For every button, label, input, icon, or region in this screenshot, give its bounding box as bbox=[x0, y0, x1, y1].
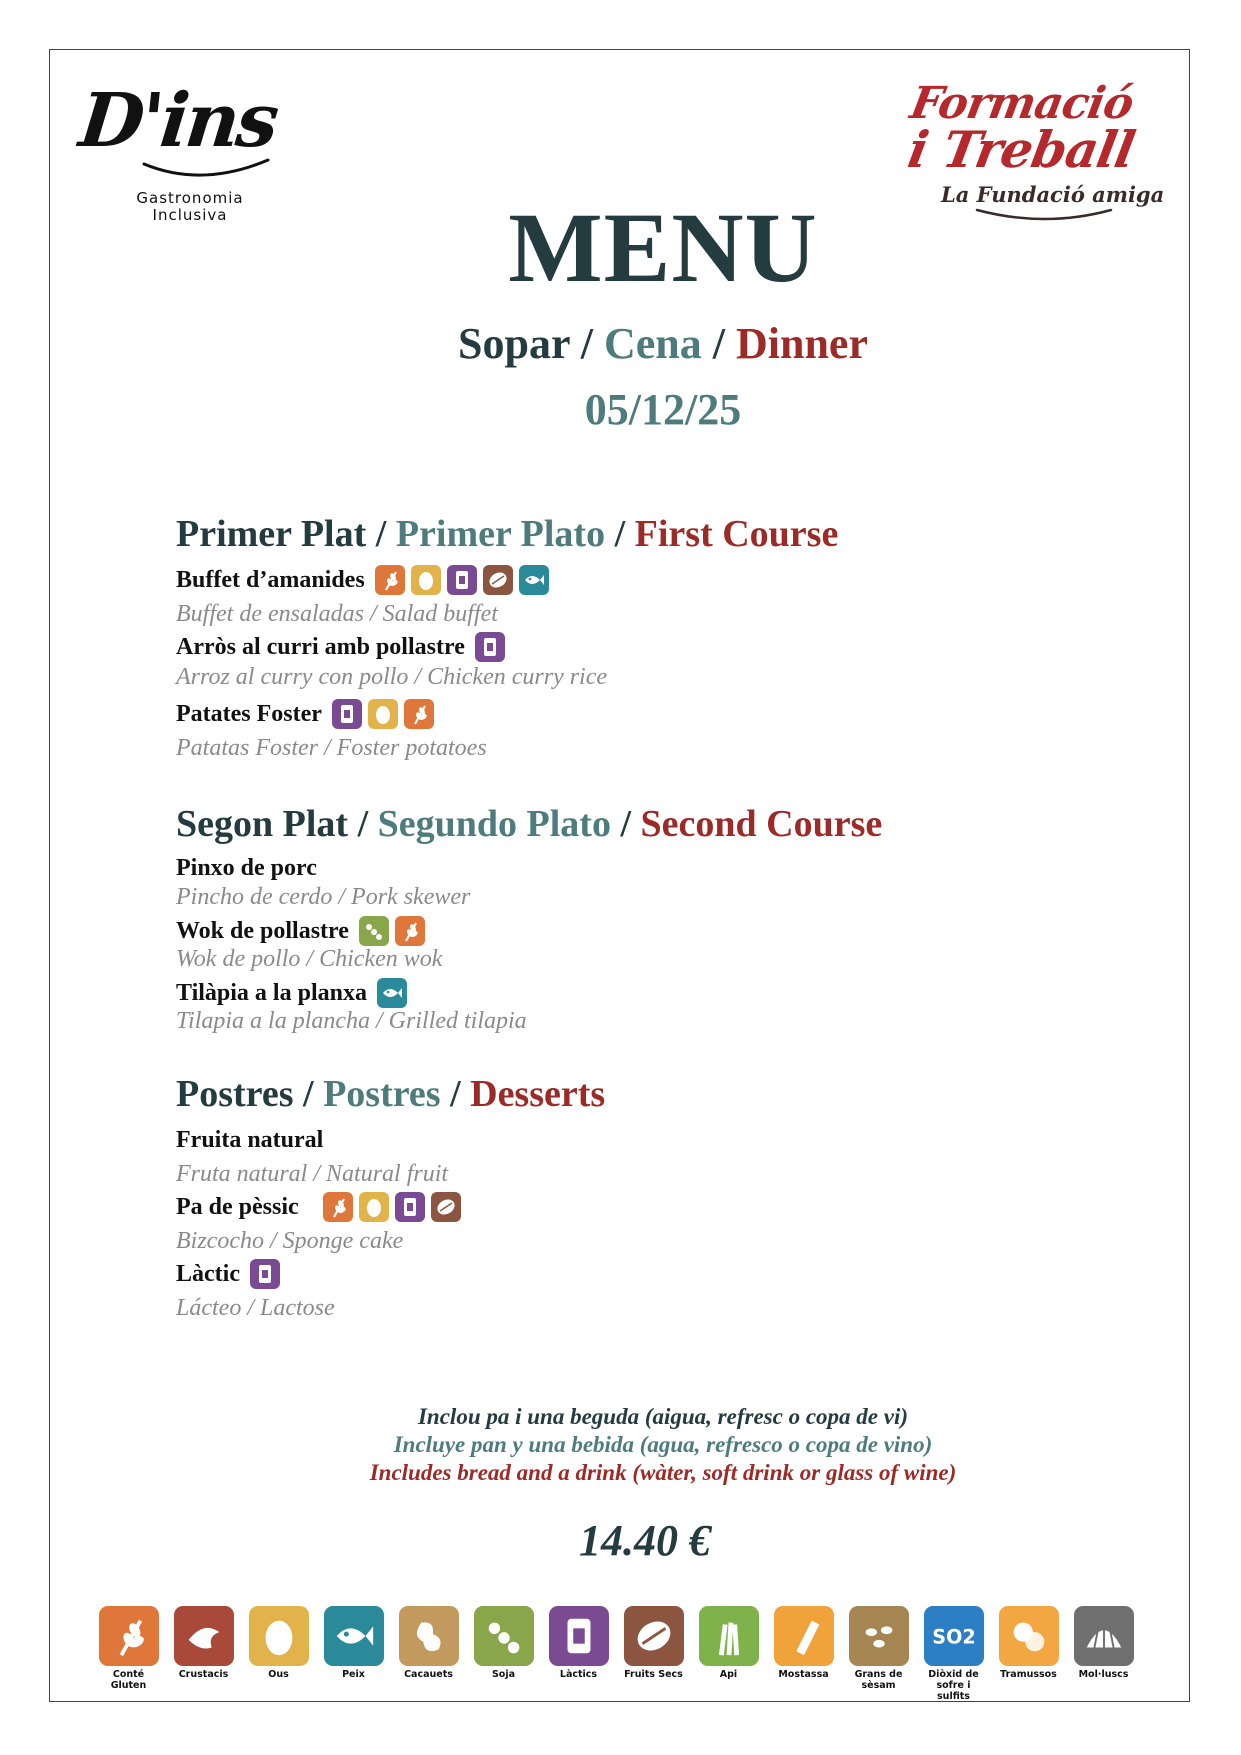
dish-name: Wok de pollastre bbox=[176, 917, 349, 944]
menu-price: 14.40 € bbox=[579, 1516, 711, 1565]
legend-label: Làctics bbox=[559, 1669, 598, 1680]
meal-subtitle bbox=[0, 318, 1241, 369]
allergen-icons bbox=[332, 699, 434, 729]
meal-es: Cena bbox=[603, 319, 702, 368]
dish-translation: Bizcocho / Sponge cake bbox=[176, 1228, 404, 1254]
dish-2-0 bbox=[176, 1127, 333, 1154]
dins-tagline: Gastronomia Inclusiva bbox=[136, 189, 244, 224]
svg-text:SO2: SO2 bbox=[931, 1625, 976, 1649]
fish-icon bbox=[377, 978, 407, 1008]
dish-name: Buffet d’amanides bbox=[176, 566, 365, 593]
section-es: Primer Plato bbox=[395, 513, 606, 555]
fish-icon bbox=[324, 1606, 384, 1666]
dish-translation: Fruta natural / Natural fruit bbox=[176, 1161, 449, 1187]
includes-note-es: Incluye pan y una bebida (agua, refresco o copa de vino) bbox=[393, 1432, 933, 1457]
eggs-icon bbox=[411, 565, 441, 595]
gluten-icon bbox=[99, 1606, 159, 1666]
dish-name: Làctic bbox=[176, 1260, 240, 1287]
dairy-icon bbox=[250, 1259, 280, 1289]
dairy-icon bbox=[549, 1606, 609, 1666]
dish-translation: Lácteo / Lactose bbox=[176, 1295, 335, 1321]
allergen-legend bbox=[98, 1606, 1134, 1702]
legend-item-nuts bbox=[623, 1606, 684, 1702]
section-en: Desserts bbox=[470, 1073, 606, 1115]
gluten-icon bbox=[404, 699, 434, 729]
dairy-icon bbox=[475, 632, 505, 662]
allergen-icons bbox=[475, 632, 505, 662]
nuts-icon bbox=[624, 1606, 684, 1666]
dins-swoosh-icon bbox=[142, 156, 272, 186]
celery-icon bbox=[699, 1606, 759, 1666]
dins-logo-wordmark: D'ins bbox=[75, 78, 280, 164]
includes-note-ca: Inclou pa i una beguda (aigua, refresc o copa de vi) bbox=[417, 1404, 908, 1429]
dish-name: Arròs al curri amb pollastre bbox=[176, 633, 465, 660]
molluscs-icon bbox=[1074, 1606, 1134, 1666]
legend-item-celery bbox=[698, 1606, 759, 1702]
gluten-icon bbox=[395, 916, 425, 946]
separator: / bbox=[712, 319, 725, 368]
allergen-icons bbox=[359, 916, 425, 946]
eggs-icon bbox=[249, 1606, 309, 1666]
legend-label: Crustacis bbox=[178, 1669, 229, 1680]
sulphites-icon bbox=[924, 1606, 984, 1666]
dish-name: Fruita natural bbox=[176, 1127, 324, 1153]
legend-item-gluten bbox=[98, 1606, 159, 1702]
eggs-icon bbox=[359, 1192, 389, 1222]
legend-item-crustaceans bbox=[173, 1606, 234, 1702]
sesame-icon bbox=[849, 1606, 909, 1666]
dish-1-0 bbox=[176, 855, 327, 882]
section-ca: Segon Plat bbox=[176, 803, 349, 845]
gluten-icon bbox=[375, 565, 405, 595]
dish-name: Pinxo de porc bbox=[176, 855, 317, 881]
nuts-icon bbox=[483, 565, 513, 595]
legend-item-eggs bbox=[248, 1606, 309, 1702]
dish-name: Tilàpia a la planxa bbox=[176, 979, 367, 1006]
menu-title: MENU bbox=[508, 192, 818, 303]
section-en: First Course bbox=[634, 513, 839, 555]
dish-translation: Patatas Foster / Foster potatoes bbox=[176, 735, 487, 761]
dish-0-2 bbox=[176, 699, 434, 729]
dish-translation: Pincho de cerdo / Pork skewer bbox=[176, 884, 471, 910]
dish-1-2 bbox=[176, 978, 407, 1008]
gluten-icon bbox=[323, 1192, 353, 1222]
soy-icon bbox=[359, 916, 389, 946]
meal-en: Dinner bbox=[735, 319, 868, 368]
meal-ca: Sopar bbox=[458, 319, 570, 368]
legend-item-fish bbox=[323, 1606, 384, 1702]
dish-0-1 bbox=[176, 632, 505, 662]
dairy-icon bbox=[447, 565, 477, 595]
dish-translation: Wok de pollo / Chicken wok bbox=[176, 946, 443, 972]
fit-logo-line1: Formació bbox=[906, 78, 1137, 129]
legend-item-lupin bbox=[998, 1606, 1059, 1702]
crustaceans-icon bbox=[174, 1606, 234, 1666]
allergen-icons bbox=[250, 1259, 280, 1289]
legend-label: Soja bbox=[491, 1669, 516, 1680]
fit-tagline: La Fundació amiga bbox=[941, 182, 1165, 207]
dish-2-2 bbox=[176, 1259, 280, 1289]
peanuts-icon bbox=[399, 1606, 459, 1666]
legend-item-mustard bbox=[773, 1606, 834, 1702]
legend-label: Tramussos bbox=[1000, 1669, 1057, 1680]
legend-label: Grans de sèsam bbox=[854, 1669, 903, 1691]
legend-label: Diòxid de sofre i sulfits bbox=[928, 1669, 979, 1702]
legend-label: Mostassa bbox=[778, 1669, 829, 1680]
dish-name: Patates Foster bbox=[176, 700, 322, 727]
legend-label: Mol·luscs bbox=[1078, 1669, 1129, 1680]
legend-item-soy bbox=[473, 1606, 534, 1702]
dish-1-1 bbox=[176, 916, 425, 946]
legend-item-dairy bbox=[548, 1606, 609, 1702]
dish-translation: Arroz al curry con pollo / Chicken curry rice bbox=[176, 664, 608, 690]
allergen-icons bbox=[377, 978, 407, 1008]
mustard-icon bbox=[774, 1606, 834, 1666]
legend-label: Cacauets bbox=[404, 1669, 453, 1680]
legend-item-peanuts bbox=[398, 1606, 459, 1702]
soy-icon bbox=[474, 1606, 534, 1666]
section-heading-second: Segon Plat / Segundo Plato / Second Course bbox=[176, 803, 883, 845]
allergen-icons bbox=[323, 1192, 461, 1222]
includes-note-en: Includes bread and a drink (wàter, soft drink or glass of wine) bbox=[369, 1460, 957, 1485]
legend-label: Api bbox=[719, 1669, 738, 1680]
legend-item-sulphites bbox=[923, 1606, 984, 1702]
fit-logo-line2: i Treball bbox=[903, 120, 1139, 179]
section-heading-first: Primer Plat / Primer Plato / First Course bbox=[176, 513, 839, 555]
legend-item-molluscs bbox=[1073, 1606, 1134, 1702]
dish-0-0 bbox=[176, 565, 549, 595]
section-heading-desserts: Postres / Postres / Desserts bbox=[176, 1073, 606, 1115]
section-es: Postres bbox=[323, 1073, 441, 1115]
legend-label: Conté Gluten bbox=[110, 1669, 147, 1691]
dish-name: Pa de pèssic bbox=[176, 1193, 299, 1220]
lupin-icon bbox=[999, 1606, 1059, 1666]
dairy-icon bbox=[395, 1192, 425, 1222]
allergen-icons bbox=[375, 565, 549, 595]
section-es: Segundo Plato bbox=[377, 803, 611, 845]
menu-date: 05/12/25 bbox=[584, 385, 742, 434]
section-ca: Postres bbox=[176, 1073, 294, 1115]
dish-translation: Buffet de ensaladas / Salad buffet bbox=[176, 601, 498, 627]
separator: / bbox=[580, 319, 593, 368]
fish-icon bbox=[519, 565, 549, 595]
dish-translation: Tilapia a la plancha / Grilled tilapia bbox=[176, 1008, 527, 1034]
legend-label: Ous bbox=[268, 1669, 289, 1680]
legend-item-sesame bbox=[848, 1606, 909, 1702]
dairy-icon bbox=[332, 699, 362, 729]
section-en: Second Course bbox=[640, 803, 883, 845]
legend-label: Fruits Secs bbox=[624, 1669, 683, 1680]
dish-2-1 bbox=[176, 1192, 461, 1222]
legend-label: Peix bbox=[342, 1669, 365, 1680]
section-ca: Primer Plat bbox=[176, 513, 367, 555]
nuts-icon bbox=[431, 1192, 461, 1222]
eggs-icon bbox=[368, 699, 398, 729]
